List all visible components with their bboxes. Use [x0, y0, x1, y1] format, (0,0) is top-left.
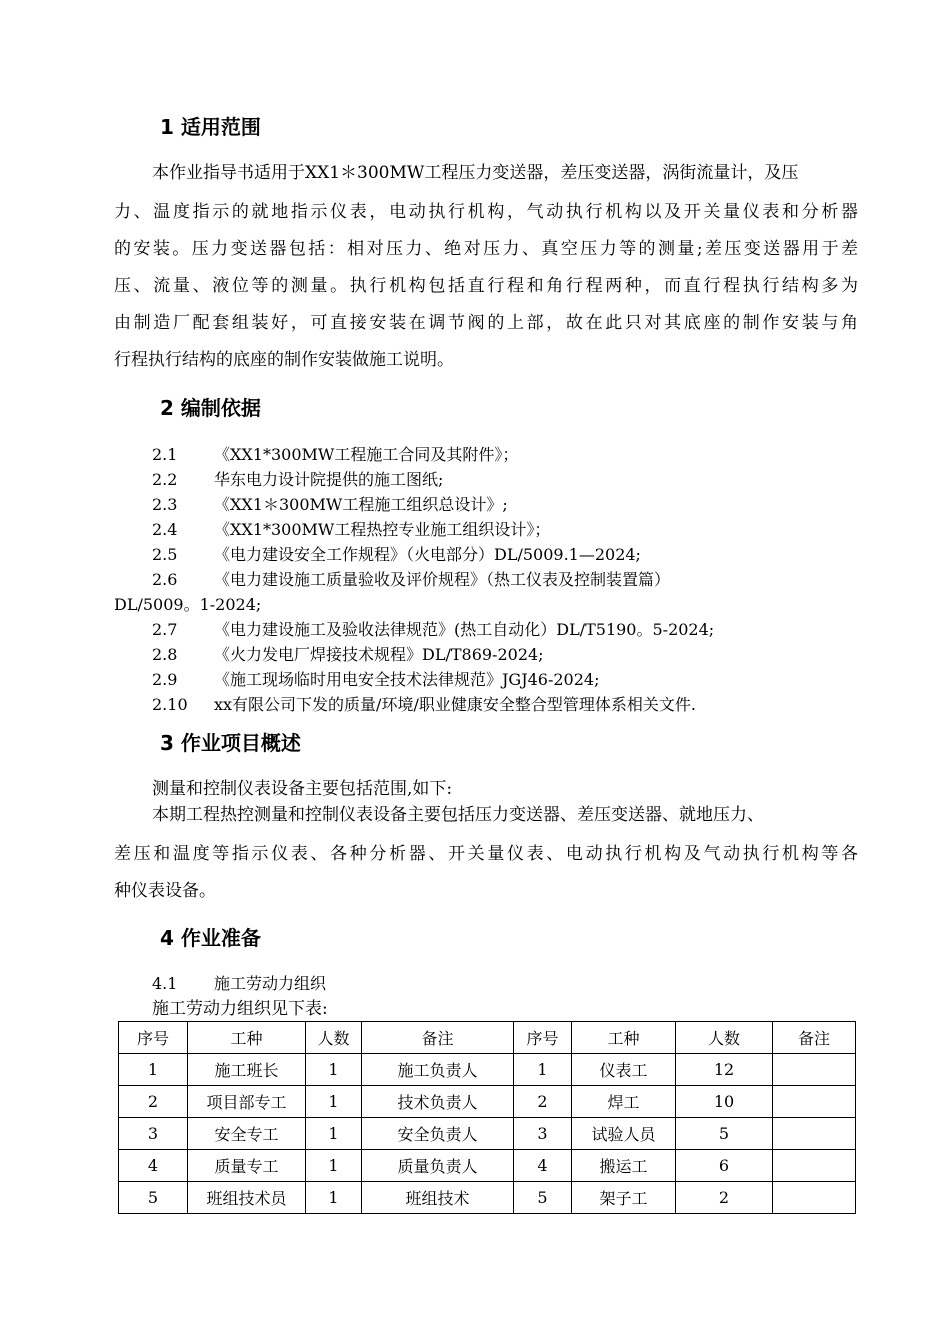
table-cell: 6 — [676, 1150, 773, 1182]
table-row — [119, 1086, 856, 1118]
reference-text: 《施工现场临时用电安全技术法律规范》JGJ46-2024; — [214, 670, 600, 689]
reference-text: 《火力发电厂焊接技术规程》DL/T869-2024; — [214, 645, 544, 664]
table-cell: 质量负责人 — [362, 1150, 514, 1182]
table-cell: 4 — [514, 1150, 572, 1182]
table-cell — [773, 1150, 856, 1182]
table-cell: 仪表工 — [572, 1054, 676, 1086]
section-3-line-1: 本期工程热控测量和控制仪表设备主要包括压力变送器、差压变送器、就地压力、 — [152, 805, 764, 825]
header-cell: 人数 — [676, 1022, 773, 1054]
reference-item — [152, 545, 641, 565]
reference-text: 《电力建设施工及验收法律规范》(热工自动化）DL/T5190。5-2024; — [214, 620, 715, 639]
table-cell: 技术负责人 — [362, 1086, 514, 1118]
table-cell: 1 — [306, 1182, 362, 1214]
table-cell: 2 — [676, 1182, 773, 1214]
table-cell: 2 — [119, 1086, 188, 1118]
section-1-line-5: 由制造厂配套组装好，可直接安装在调节阀的上部，故在此只对其底座的制作安装与角 — [114, 313, 858, 333]
section-4-heading: 4 作业准备 — [160, 926, 261, 950]
reference-item — [152, 495, 508, 515]
reference-text: 《电力建设施工质量验收及评价规程》（热工仪表及控制装置篇） — [214, 570, 671, 589]
header-cell: 序号 — [119, 1022, 188, 1054]
table-row — [119, 1182, 856, 1214]
reference-text: 《XX1＊300MW工程施工组织总设计》; — [214, 495, 508, 514]
header-cell: 工种 — [188, 1022, 306, 1054]
section-1-line-3: 的安装。压力变送器包括：相对压力、绝对压力、真空压力等的测量;差压变送器用于差 — [114, 239, 858, 259]
reference-text: xx有限公司下发的质量/环境/职业健康安全整合型管理体系相关文件. — [214, 695, 696, 714]
reference-text: 《XX1*300MW工程热控专业施工组织设计》； — [214, 520, 551, 539]
table-cell: 2 — [514, 1086, 572, 1118]
table-cell: 焊工 — [572, 1086, 676, 1118]
table-cell — [773, 1086, 856, 1118]
table-cell: 3 — [119, 1118, 188, 1150]
table-cell: 施工负责人 — [362, 1054, 514, 1086]
reference-item — [152, 520, 550, 540]
table-cell — [773, 1054, 856, 1086]
reference-number: 2.7 — [152, 620, 178, 639]
reference-item — [152, 445, 518, 465]
table-cell: 1 — [514, 1054, 572, 1086]
section-3-line-3: 种仪表设备。 — [114, 881, 216, 901]
subsection-number: 4.1 — [152, 974, 178, 993]
section-1-heading: 1 适用范围 — [160, 115, 261, 139]
table-caption: 施工劳动力组织见下表: — [152, 999, 328, 1019]
reference-text: 华东电力设计院提供的施工图纸; — [214, 470, 444, 489]
section-3-line-2: 差压和温度等指示仪表、各种分析器、开关量仪表、电动执行机构及气动执行机构等各 — [114, 844, 858, 864]
reference-number: 2.10 — [152, 695, 188, 714]
reference-number: 2.8 — [152, 645, 178, 664]
table-cell: 5 — [514, 1182, 572, 1214]
table-cell: 10 — [676, 1086, 773, 1118]
table-cell: 5 — [676, 1118, 773, 1150]
table-cell: 搬运工 — [572, 1150, 676, 1182]
reference-item — [152, 570, 670, 590]
section-1-line-4: 压、流量、液位等的测量。执行机构包括直行程和角行程两种，而直行程执行结构多为 — [114, 276, 858, 296]
table-cell: 1 — [306, 1150, 362, 1182]
table-row — [119, 1150, 856, 1182]
table-cell — [773, 1182, 856, 1214]
reference-number: 2.2 — [152, 470, 178, 489]
reference-text: 《电力建设安全工作规程》（火电部分）DL/5009.1—2024; — [214, 545, 641, 564]
reference-text: DL/5009。1-2024; — [114, 595, 262, 614]
section-1-line-6: 行程执行结构的底座的制作安装做施工说明。 — [114, 350, 454, 370]
header-cell: 工种 — [572, 1022, 676, 1054]
table-cell: 12 — [676, 1054, 773, 1086]
reference-number: 2.5 — [152, 545, 178, 564]
table-cell: 3 — [514, 1118, 572, 1150]
table-cell: 4 — [119, 1150, 188, 1182]
header-cell: 备注 — [773, 1022, 856, 1054]
table-cell: 1 — [306, 1118, 362, 1150]
table-cell: 安全负责人 — [362, 1118, 514, 1150]
table-cell: 项目部专工 — [188, 1086, 306, 1118]
reference-number: 2.4 — [152, 520, 178, 539]
header-cell: 备注 — [362, 1022, 514, 1054]
table-cell: 1 — [306, 1086, 362, 1118]
reference-item — [152, 670, 600, 690]
section-3-intro: 测量和控制仪表设备主要包括范围,如下: — [152, 779, 453, 799]
table-row — [119, 1118, 856, 1150]
section-1-line-1: 本作业指导书适用于XX1＊300MW工程压力变送器，差压变送器，涡街流量计，及压 — [152, 163, 799, 183]
reference-item — [152, 470, 443, 490]
reference-item — [152, 695, 696, 715]
table-cell: 5 — [119, 1182, 188, 1214]
section-3-heading: 3 作业项目概述 — [160, 731, 301, 755]
table-cell: 试验人员 — [572, 1118, 676, 1150]
table-cell — [773, 1118, 856, 1150]
header-cell: 人数 — [306, 1022, 362, 1054]
reference-number: 2.3 — [152, 495, 178, 514]
table-cell: 施工班长 — [188, 1054, 306, 1086]
reference-number: 2.1 — [152, 445, 178, 464]
reference-item — [152, 645, 544, 665]
subsection-title: 施工劳动力组织 — [214, 974, 327, 993]
reference-number: 2.9 — [152, 670, 178, 689]
table-cell: 安全专工 — [188, 1118, 306, 1150]
table-cell: 班组技术 — [362, 1182, 514, 1214]
reference-item-continuation — [114, 595, 261, 615]
table-cell: 班组技术员 — [188, 1182, 306, 1214]
labor-organization-table — [118, 1021, 856, 1214]
section-2-heading: 2 编制依据 — [160, 396, 261, 420]
table-cell: 架子工 — [572, 1182, 676, 1214]
section-1-line-2: 力、温度指示的就地指示仪表，电动执行机构，气动执行机构以及开关量仪表和分析器 — [114, 202, 858, 222]
table-row — [119, 1054, 856, 1086]
header-cell: 序号 — [514, 1022, 572, 1054]
table-cell: 1 — [119, 1054, 188, 1086]
reference-text: 《XX1*300MW工程施工合同及其附件》； — [214, 445, 519, 464]
table-cell: 1 — [306, 1054, 362, 1086]
table-header-row — [119, 1022, 856, 1054]
reference-number: 2.6 — [152, 570, 178, 589]
table-cell: 质量专工 — [188, 1150, 306, 1182]
subsection-4-1 — [152, 974, 326, 994]
reference-item — [152, 620, 714, 640]
